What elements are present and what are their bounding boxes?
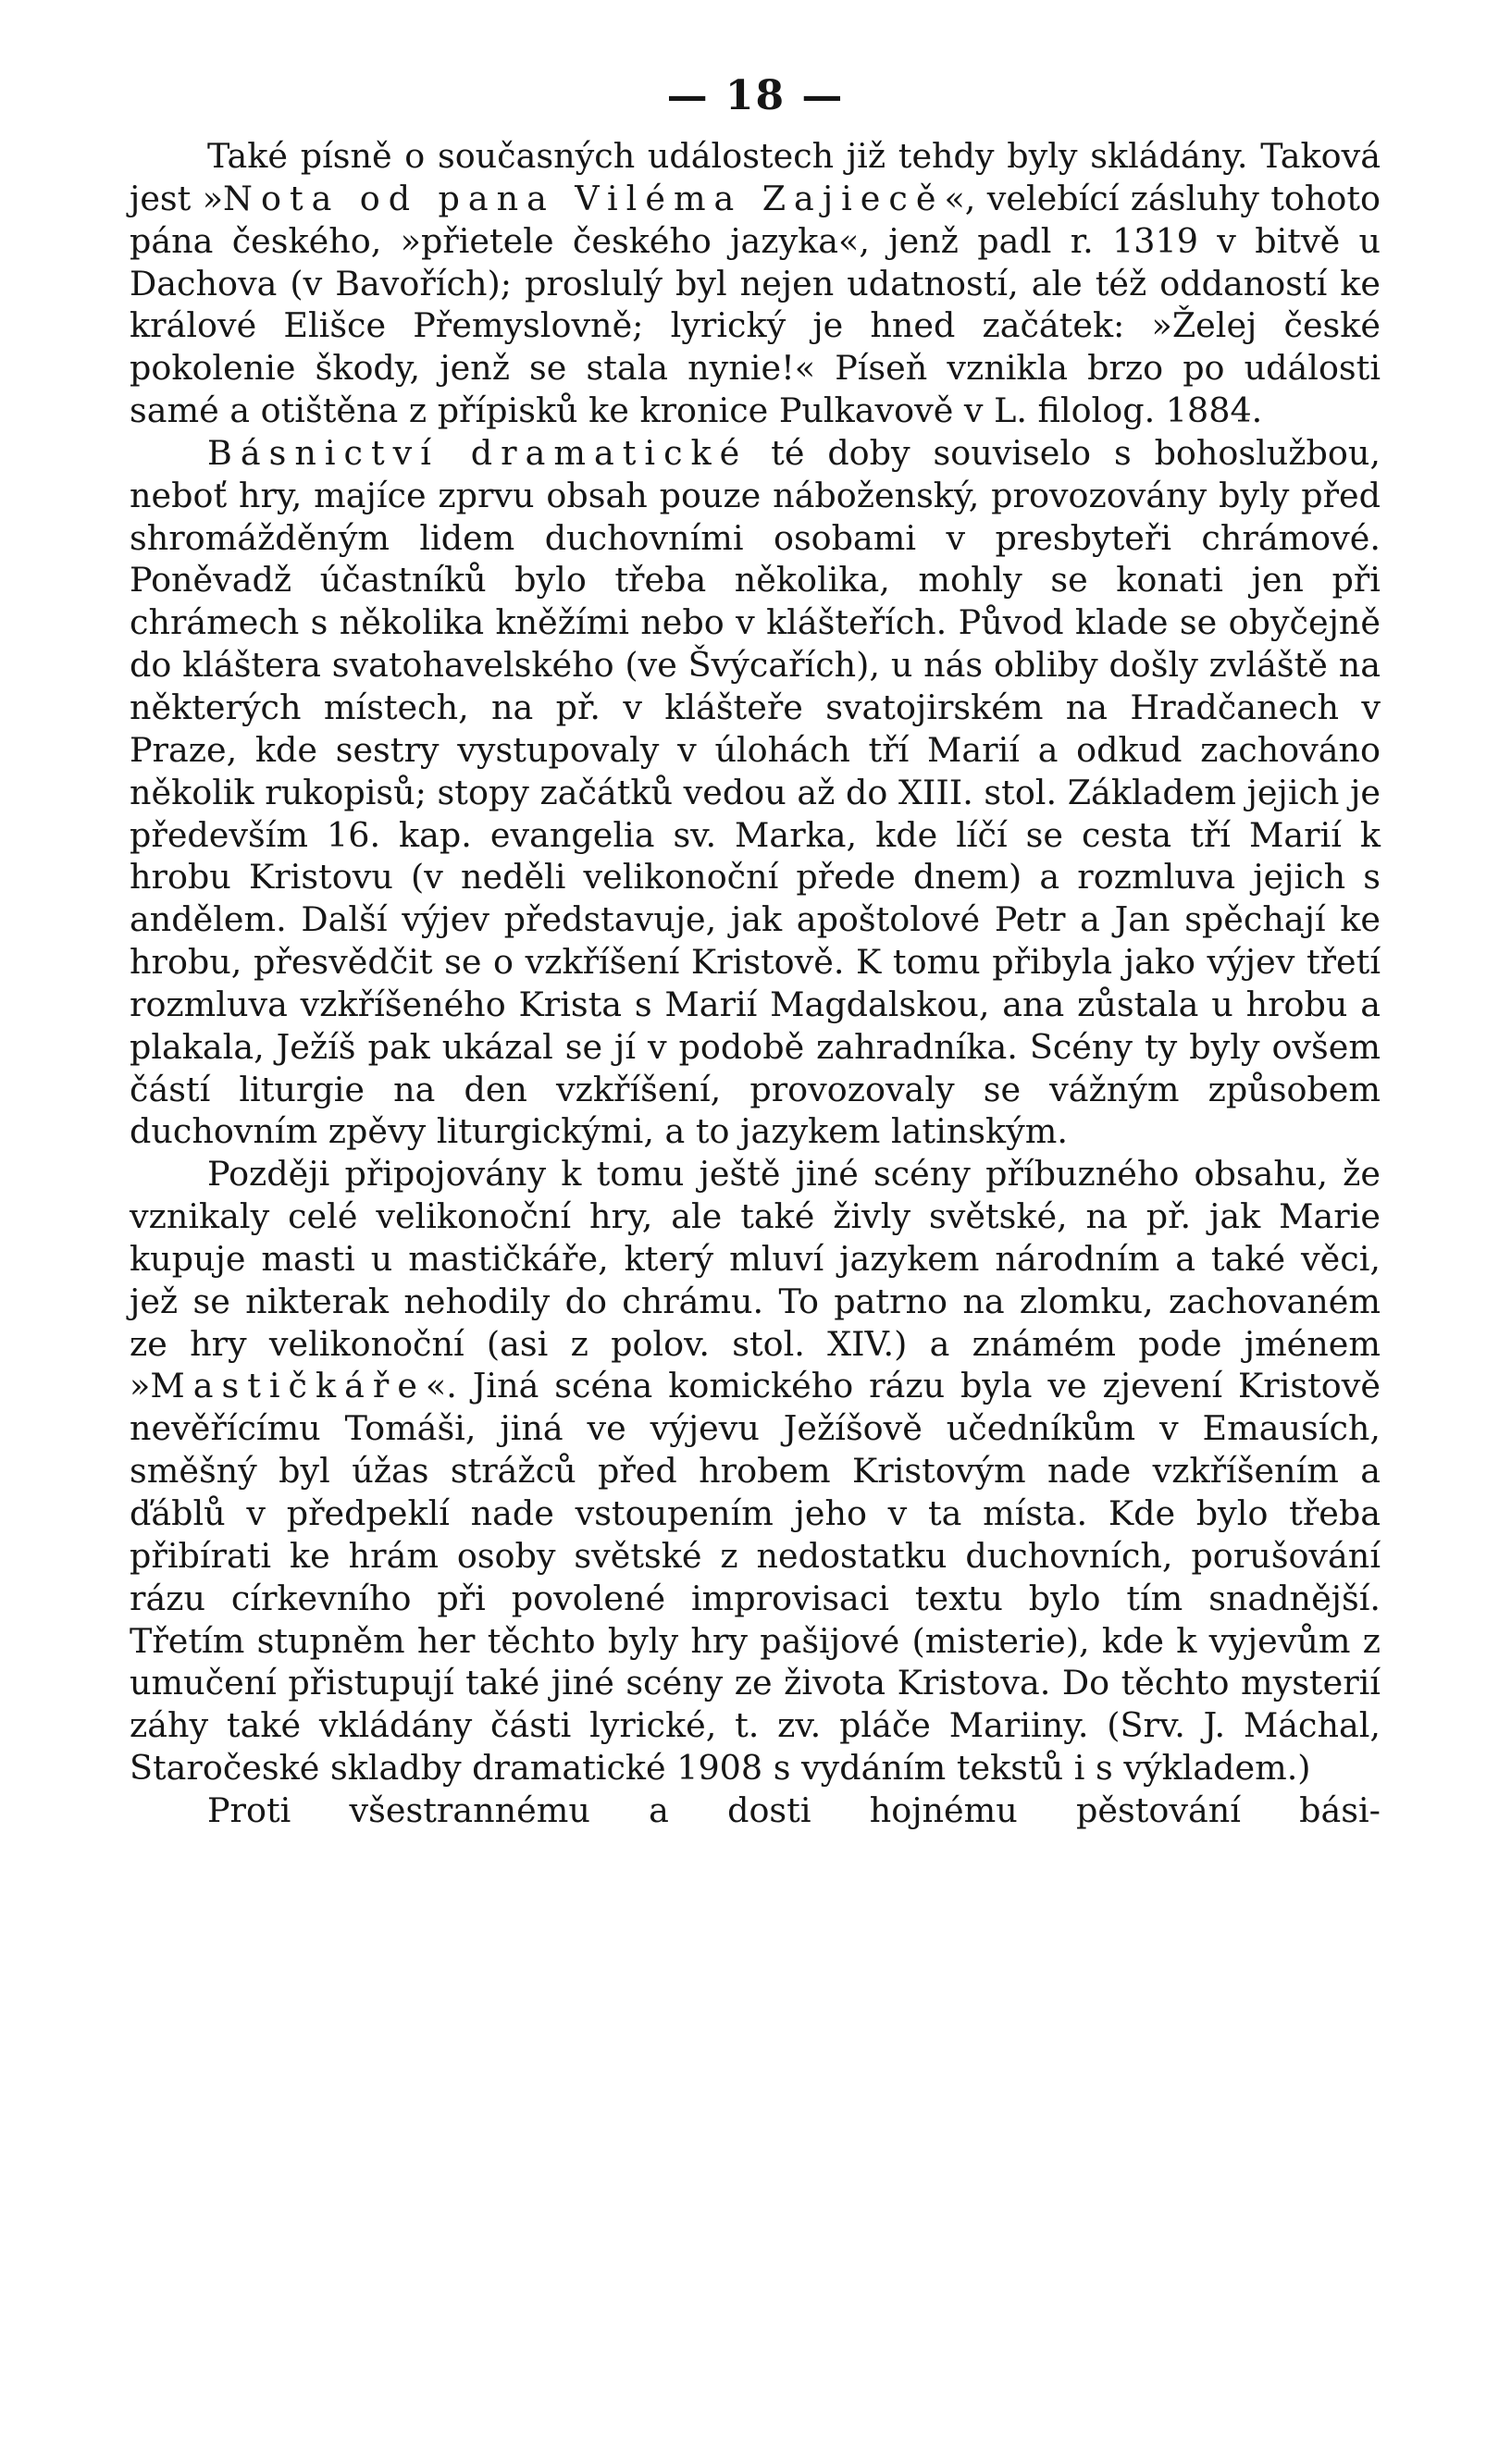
body-text — [130, 135, 1381, 1832]
paragraph-2-text-b: té doby souviselo s bohoslužbou, neboť hry, majíce zprvu obsah pouze náboženský, provozovány byly před shromážděným lidem duchovními osobami v presbyteři chrámové. Poněvadž účastníků bylo třeba několika, mohly se konati jen při chrámech s několika kněžími nebo v klášteřích. Původ klade se obyčejně do kláštera svatohavelského (ve Švýcařích), u nás obliby došly zvláště na některých místech, na př. v klášteře svatojirském na Hradčanech v Praze, kde sestry vystupovaly v úlohách tří Marií a odkud zachováno několik rukopisů; stopy začátků vedou až do XIII. stol. Základem jejich je především 16. kap. evangelia sv. Marka, kde líčí se cesta tří Marií k hrobu Kristovu (v neděli velikonoční přede dnem) a rozmluva jejich s andělem. Další výjev představuje, jak apoštolové Petr a Jan spěchají ke hrobu, přesvědčit se o vzkříšení Kristově. K tomu přibyla jako výjev třetí rozmluva vzkříšeného Krista s Marií Magdalskou, ana zůstala u hrobu a plakala, Ježíš pak ukázal se jí v podobě zahradníka. Scény ty byly ovšem částí liturgie na den vzkříšení, provozovaly se vážným způsobem duchovním zpěvy liturgickými, a to jazykem latinským. — [130, 432, 1381, 1152]
term-basnictvi-dramaticke: Básnictví dramatické — [207, 432, 749, 473]
paragraph-3 — [130, 1153, 1381, 1789]
paragraph-1 — [130, 135, 1381, 432]
paragraph-3-text-c: «. Jiná scéna komického rázu byla ve zjevení Kristově nevěřícímu Tomáši, jiná ve výjevu Ježíšově učedníkům v Emausích, směšný byl úžas strážců před hrobem Kristovým nade vzkříšením a ďáblů v předpeklí nade vstoupením jeho v ta místa. Kde bylo třeba přibírati ke hrám osoby světské z nedostatku duchovních, porušování rázu církevního při povolené improvisaci textu bylo tím snadnější. Třetím stupněm her těchto byly hry pašijové (misterie), kde k vyjevům z umučení přistupují také jiné scény ze života Kristova. Do těchto mysterií záhy také vkládány části lyrické, t. zv. pláče Mariiny. (Srv. J. Máchal, Staročeské skladby dramatické 1908 s vydáním tekstů i s výkladem.) — [130, 1366, 1381, 1789]
page-number: — 18 — — [666, 72, 845, 119]
title-masticka: Mastičkáře — [150, 1366, 426, 1406]
paragraph-2 — [130, 432, 1381, 1153]
paragraph-4 — [130, 1789, 1381, 1832]
paragraph-1-text-c: «, velebící zásluhy tohoto pána českého, »přietele českého jazyka«, jenž padl r. 1319 v bitvě u Dachova (v Bavořích); proslulý byl nejen udatností, ale též oddaností ke králové Elišce Přemyslovně; lyrický je hned začátek: »Želej české pokolenie škody, jenž se stala nynie!« Píseň vznikla brzo po události samé a otištěna z přípisků ke kronice Pulkavově v L. filolog. 1884. — [130, 178, 1381, 431]
title-nota-od-pana-vilema: Nota od pana Viléma Zajiecě — [223, 178, 945, 218]
paragraph-3-text-a: Později připojovány k tomu ještě jiné scény příbuzného obsahu, že vznikaly celé velikonoční hry, ale také živly světské, na př. jak Marie kupuje masti u mastičkáře, který mluví jazykem národním a také věci, jež se nikterak nehodily do chrámu. To patrno na zlomku, zachovaném ze hry velikonoční (asi z polov. stol. XIV.) a známém pode jménem » — [130, 1154, 1381, 1406]
paragraph-1-text-a: Také písně o současných událostech již tehdy byly skládány. Taková jest » — [130, 136, 1381, 218]
paragraph-4-text-a: Proti všestrannému a dosti hojnému pěstování bási- — [207, 1789, 1381, 1830]
